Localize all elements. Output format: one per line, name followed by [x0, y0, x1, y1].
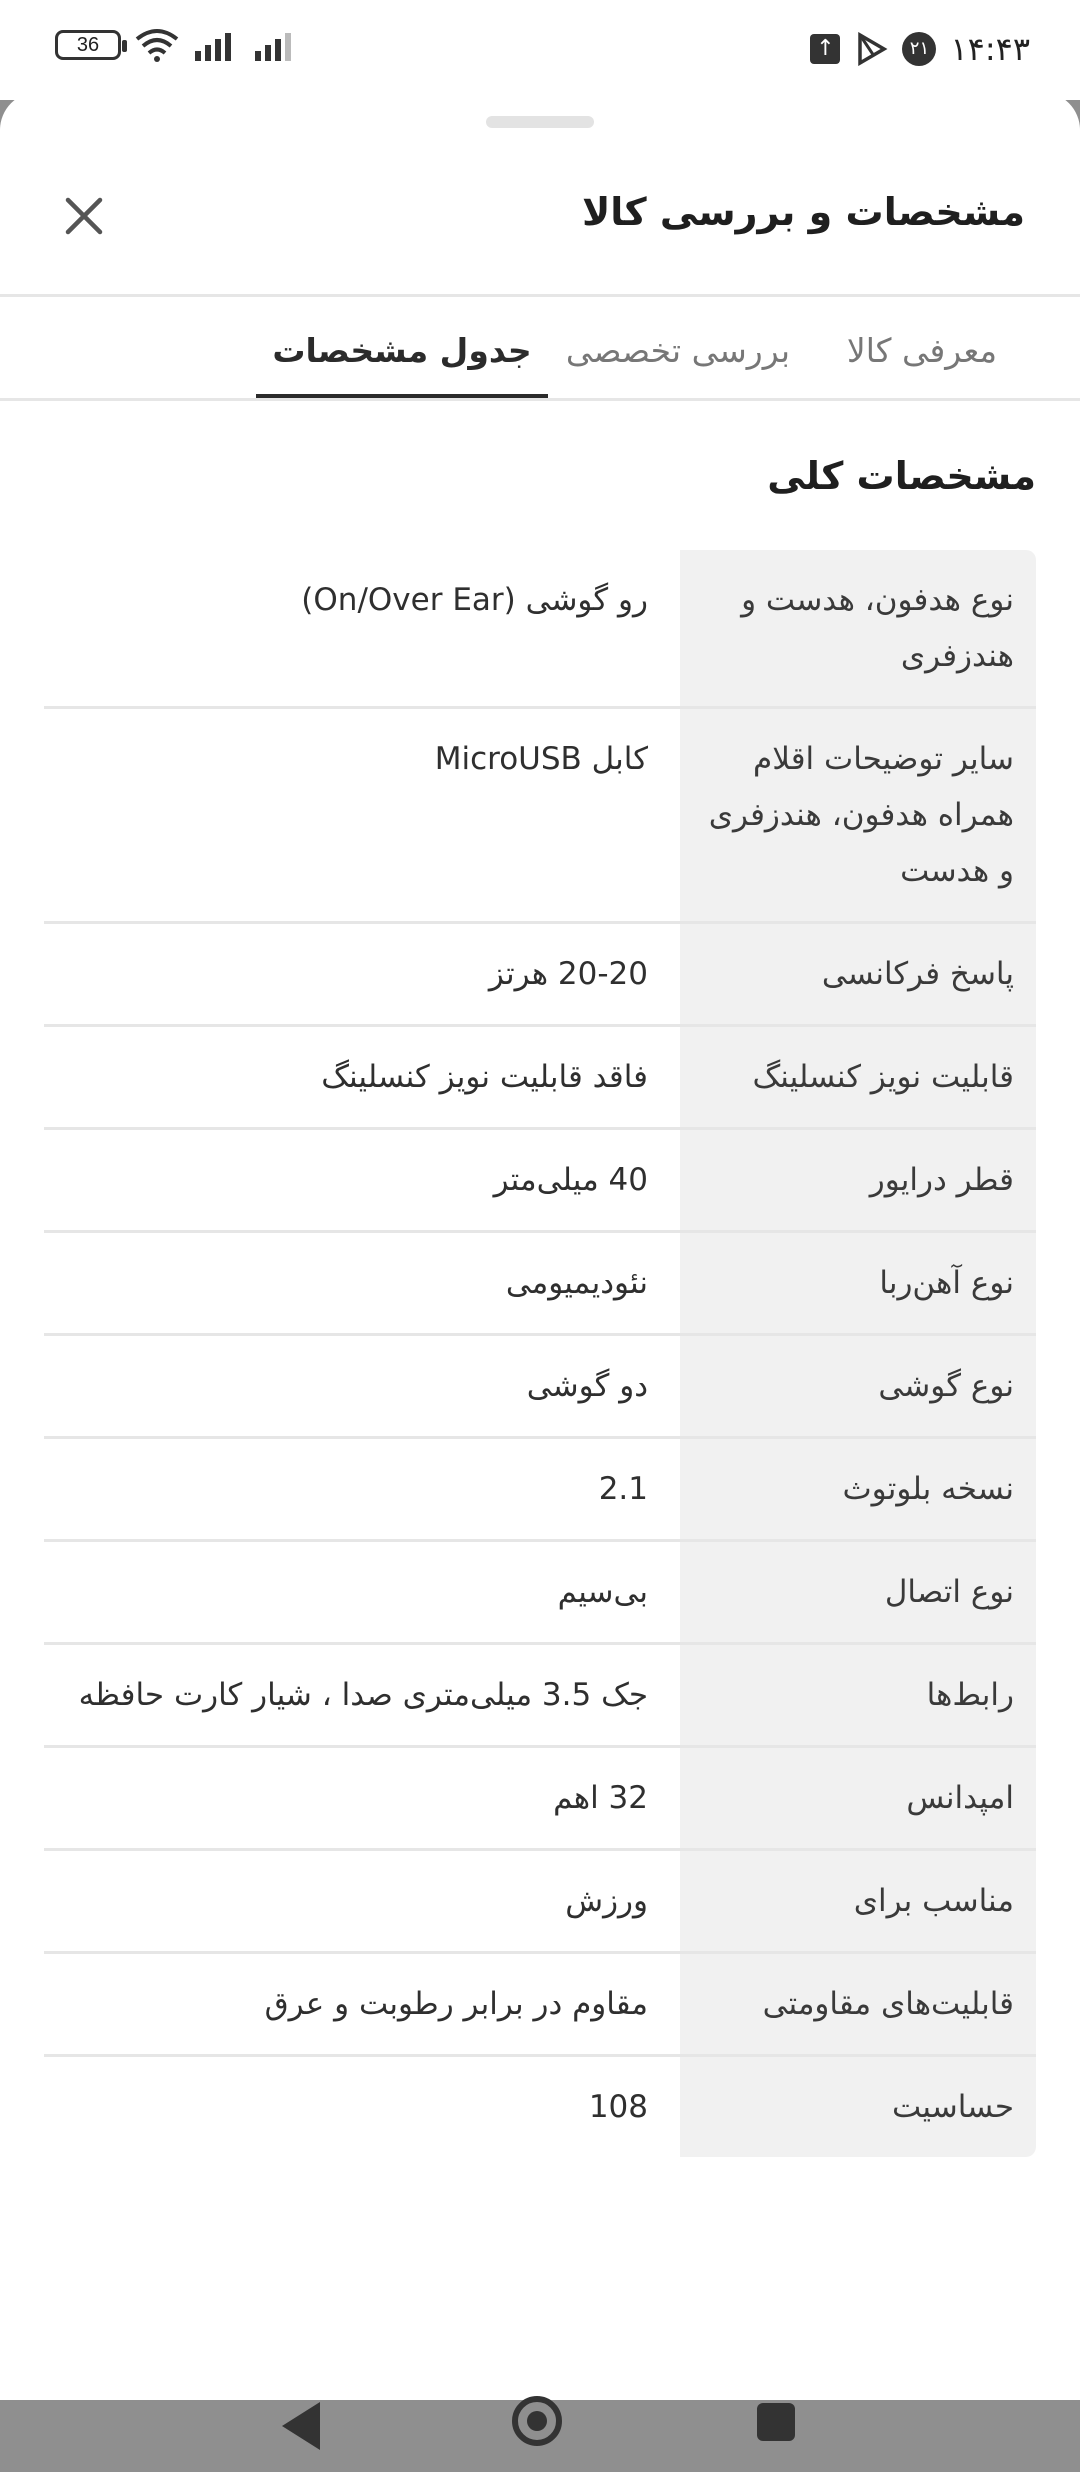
tab-expert-review[interactable]: بررسی تخصصی — [565, 331, 791, 370]
spec-value: دو گوشی — [526, 1368, 648, 1404]
spec-value: 40 میلی‌متر — [493, 1162, 648, 1198]
table-row — [44, 2057, 1036, 2157]
spec-value: نئودیمیومی — [505, 1265, 648, 1301]
spec-value: رو گوشی (On/Over Ear) — [301, 582, 648, 618]
spec-key: سایر توضیحات اقلام همراه هدفون، هندزفری و هدست — [680, 709, 1036, 921]
status-left — [55, 28, 299, 62]
close-icon[interactable] — [60, 192, 108, 240]
spec-value: فاقد قابلیت نویز کنسلینگ — [321, 1059, 648, 1095]
status-right — [810, 30, 1030, 68]
tab-bar — [0, 297, 1080, 405]
spec-key: مناسب برای — [680, 1851, 1036, 1951]
spec-value: 2.1 — [598, 1471, 648, 1507]
spec-key: قابلیت‌های مقاومتی — [680, 1954, 1036, 2054]
notification-badge: ۲۱ — [902, 32, 936, 66]
recent-apps-icon[interactable] — [757, 2403, 795, 2441]
spec-key: حساسیت — [680, 2057, 1036, 2157]
home-icon[interactable] — [512, 2396, 562, 2446]
section-title: مشخصات کلی — [767, 454, 1036, 498]
table-row — [44, 1645, 1036, 1748]
spec-key: نوع گوشی — [680, 1336, 1036, 1436]
tab-specs-table[interactable]: جدول مشخصات — [272, 331, 532, 370]
table-row — [44, 1130, 1036, 1233]
spec-value: کابل MicroUSB — [434, 741, 648, 777]
specs-table — [44, 550, 1036, 2157]
status-bar — [0, 0, 1080, 100]
table-row — [44, 1233, 1036, 1336]
table-row — [44, 924, 1036, 1027]
spec-value: مقاوم در برابر رطوبت و عرق — [264, 1986, 648, 2022]
tab-product-intro[interactable]: معرفی کالا — [846, 331, 998, 370]
upload-icon: ↑ — [810, 34, 840, 64]
play-store-icon — [854, 32, 888, 66]
divider — [0, 398, 1080, 401]
bottom-sheet — [0, 92, 1080, 2400]
drag-handle[interactable] — [486, 116, 594, 128]
spec-value: ورزش — [565, 1883, 648, 1919]
spec-value: 108 — [588, 2089, 648, 2125]
table-row — [44, 1954, 1036, 2057]
spec-key: قطر درایور — [680, 1130, 1036, 1230]
spec-key: قابلیت نویز کنسلینگ — [680, 1027, 1036, 1127]
table-row — [44, 1542, 1036, 1645]
spec-value: جک 3.5 میلی‌متری صدا ، شیار کارت حافظه — [78, 1677, 648, 1713]
spec-value: 20-20 هرتز — [488, 956, 648, 992]
signal-icon-2 — [253, 29, 299, 61]
spec-key: پاسخ فرکانسی — [680, 924, 1036, 1024]
signal-icon — [193, 29, 239, 61]
spec-key: نوع هدفون، هدست و هندزفری — [680, 550, 1036, 706]
table-row — [44, 1336, 1036, 1439]
spec-key: نوع آهن‌ربا — [680, 1233, 1036, 1333]
back-icon[interactable] — [282, 2402, 320, 2450]
table-row — [44, 1439, 1036, 1542]
table-row — [44, 1027, 1036, 1130]
sheet-title: مشخصات و بررسی کالا — [581, 190, 1025, 234]
table-row — [44, 709, 1036, 924]
clock: ۱۴:۴۳ — [950, 30, 1030, 68]
spec-key: امپدانس — [680, 1748, 1036, 1848]
table-row — [44, 1748, 1036, 1851]
spec-key: رابط‌ها — [680, 1645, 1036, 1745]
spec-key: نوع اتصال — [680, 1542, 1036, 1642]
table-row — [44, 1851, 1036, 1954]
spec-value: بی‌سیم — [557, 1574, 648, 1610]
battery-icon: 36 — [55, 30, 121, 60]
system-nav-bar — [0, 2372, 1080, 2472]
spec-key: نسخه بلوتوث — [680, 1439, 1036, 1539]
wifi-icon — [135, 28, 179, 62]
spec-value: 32 اهم — [553, 1780, 648, 1816]
table-row — [44, 550, 1036, 709]
